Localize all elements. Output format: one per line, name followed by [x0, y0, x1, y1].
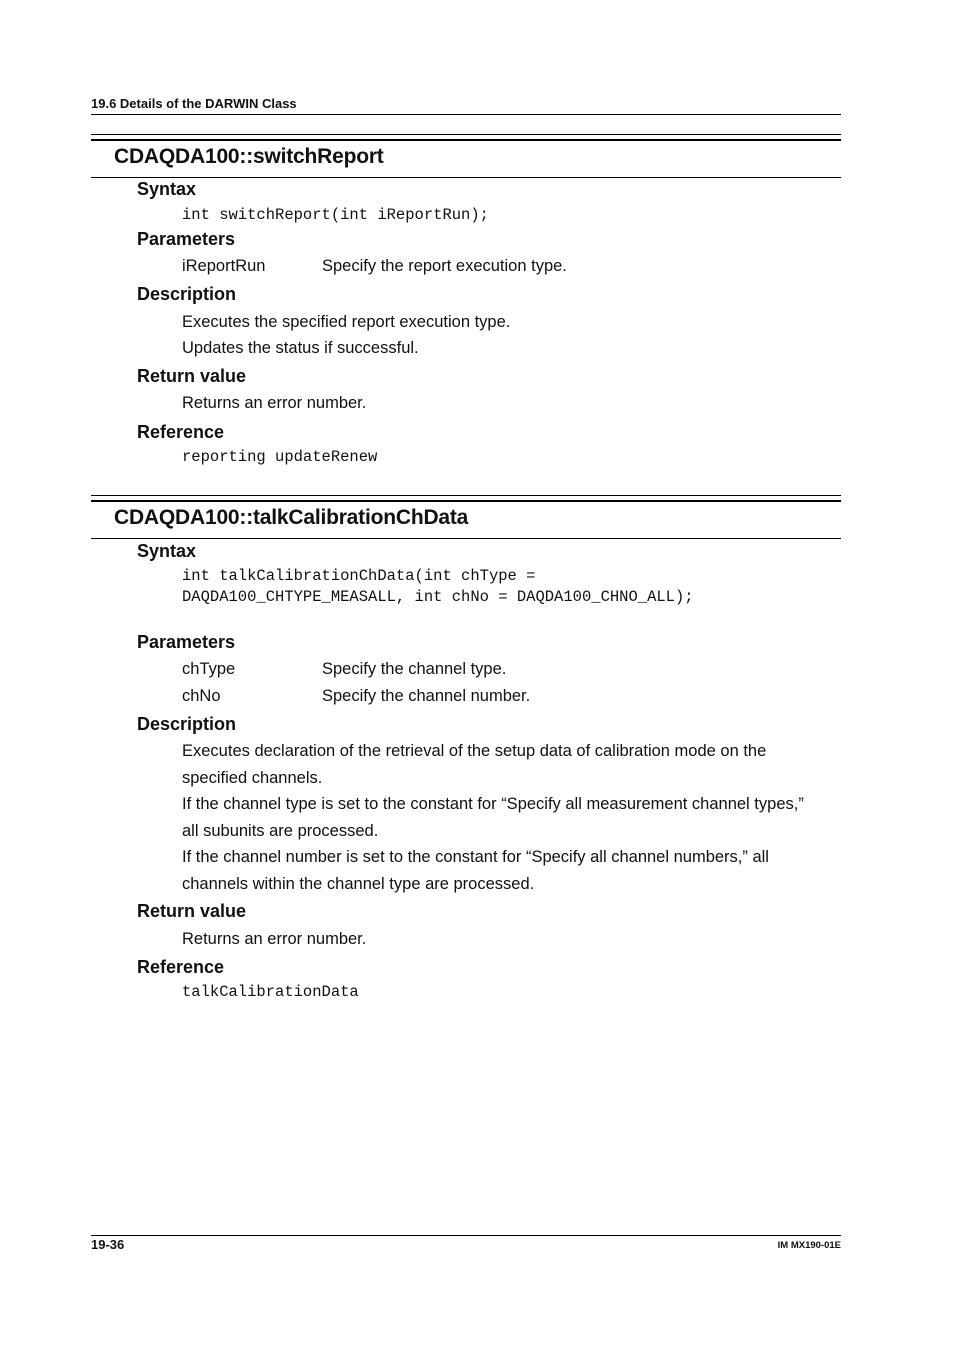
section-rule-top — [91, 500, 841, 502]
parameters-heading: Parameters — [137, 229, 236, 249]
reference-code: reporting updateRenew — [182, 448, 378, 466]
param-name: chNo — [182, 687, 221, 705]
section-rule-top — [91, 495, 841, 496]
return-text: Returns an error number. — [182, 394, 367, 412]
description-paragraph: If the channel number is set to the constant for “Specify all channel numbers,” all channels within the channel type are processed. — [182, 848, 769, 893]
description-paragraph: If the channel type is set to the constant for “Specify all measurement channel types,” all subunits are processed. — [182, 795, 804, 840]
return-heading: Return value — [137, 901, 247, 921]
description-line: Executes the specified report execution type. — [182, 313, 511, 331]
description-heading: Description — [137, 284, 237, 304]
syntax-heading: Syntax — [137, 179, 197, 199]
page-number: 19-36 — [91, 1237, 125, 1252]
section-title: CDAQDA100::talkCalibrationChData — [114, 506, 469, 529]
param-name: chType — [182, 660, 236, 678]
footer-rule — [91, 1235, 841, 1236]
running-header: 19.6 Details of the DARWIN Class — [91, 96, 297, 111]
param-desc: Specify the report execution type. — [322, 257, 567, 275]
section-rule-bottom — [91, 177, 841, 178]
section-rule-top — [91, 139, 841, 141]
param-name: iReportRun — [182, 257, 266, 275]
reference-code: talkCalibrationData — [182, 983, 359, 1001]
param-desc: Specify the channel number. — [322, 687, 531, 705]
parameters-heading: Parameters — [137, 632, 236, 652]
reference-heading: Reference — [137, 422, 225, 442]
description-heading: Description — [137, 714, 237, 734]
section-title: CDAQDA100::switchReport — [114, 145, 384, 168]
description-line: Updates the status if successful. — [182, 339, 419, 357]
section-rule-bottom — [91, 538, 841, 539]
syntax-code: int talkCalibrationChData(int chType = — [182, 567, 536, 585]
return-text: Returns an error number. — [182, 930, 367, 948]
reference-heading: Reference — [137, 957, 225, 977]
syntax-code: DAQDA100_CHTYPE_MEASALL, int chNo = DAQDA100_CHNO_ALL); — [182, 588, 694, 606]
param-desc: Specify the channel type. — [322, 660, 507, 678]
section-rule-top — [91, 134, 841, 135]
header-rule — [91, 114, 841, 115]
return-heading: Return value — [137, 366, 247, 386]
document-id: IM MX190-01E — [777, 1240, 841, 1251]
description-paragraph: Executes declaration of the retrieval of the setup data of calibration mode on the specified channels. — [182, 742, 767, 787]
syntax-heading: Syntax — [137, 541, 197, 561]
syntax-code: int switchReport(int iReportRun); — [182, 206, 489, 224]
